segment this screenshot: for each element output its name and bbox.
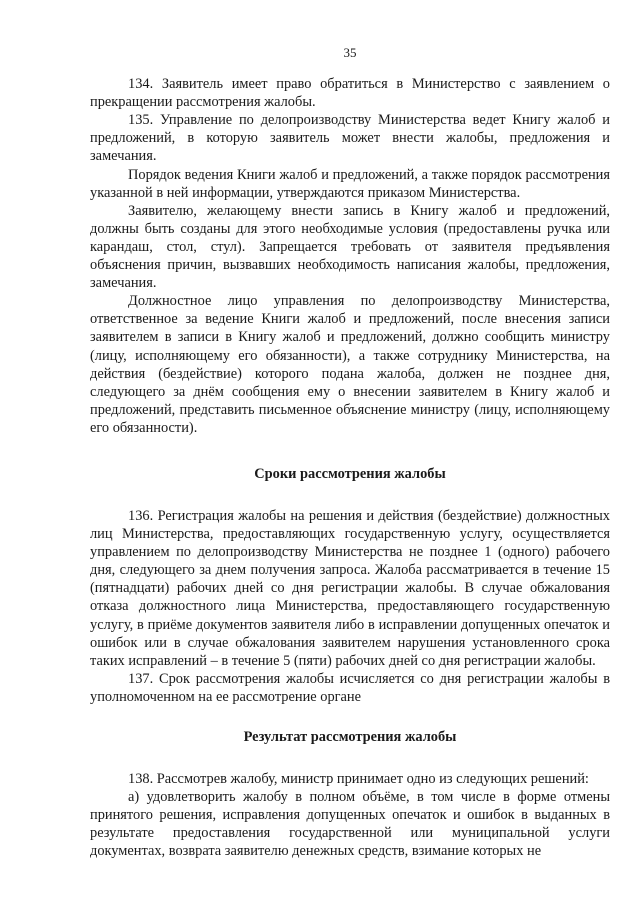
paragraph-138: 138. Рассмотрев жалобу, министр принимает одно из следующих решений: <box>128 771 589 787</box>
paragraph-applicant-conditions: Заявителю, желающему внести запись в Книгу жалоб и предложений, должны быть созданы для этого необходимые условия (предоставлены ручка или карандаш, стол, стул). Запрещается требовать от заявителя предъявления объяснения причин, вызвавших необходимость написания жалобы, предложения, замечания. <box>90 202 610 292</box>
paragraph-138-a: а) удовлетворить жалобу в полном объёме, в том числе в форме отмены принятого решения, исправления допущенных опечаток и ошибок в выданных в результате предоставления государственной или муниципальной услуги документах, возврата заявителю денежных средств, взимание которых не <box>90 789 610 860</box>
paragraph-official-duties: Должностное лицо управления по делопроизводству Министерства, ответственное за ведение Книги жалоб и предложений, после внесения записи заявителем в записи в Книгу жалоб и предложений, должно сообщить министру (лицу, исполняющему его обязанности), а также сотруднику Министерства, на действия (бездействие) которого подана жалоба, должен не позднее дня, следующего за днём сообщения ему о внесении заявителем в Книгу жалоб и предложений, представить письменное объяснение министру (лицу, исполняющему его обязанности). <box>90 293 610 436</box>
page-number: 35 <box>343 45 357 60</box>
section-heading-terms: Сроки рассмотрения жалобы <box>254 465 446 482</box>
paragraph-137: 137. Срок рассмотрения жалобы исчисляется со дня регистрации жалобы в уполномоченном на ее рассмотрение органе <box>90 670 610 705</box>
paragraph-136: 136. Регистрация жалобы на решения и действия (бездействие) должностных лиц Министерства, предоставляющих государственную услугу, осуществляется управлением по делопроизводству Министерства не позднее 1 (одного) рабочего дня, следующего за днем получения запроса. Жалоба рассматривается в течение 15 (пятнадцати) рабочих дней со дня регистрации жалобы. В случае обжалования отказа должностного лица Министерства, предоставляющего государственную услугу, в приёме документов заявителя либо в исправлении допущенных опечаток и ошибок или в случае обжалования заявителем нарушения установленного срока таких исправлений – в течение 5 (пяти) рабочих дней со дня регистрации жалобы. <box>90 507 610 669</box>
paragraph-135: 135. Управление по делопроизводству Министерства ведет Книгу жалоб и предложений, в которую заявитель может внести жалобы, предложения и замечания. <box>90 112 610 165</box>
section-heading-result: Результат рассмотрения жалобы <box>243 729 457 745</box>
paragraph-book-order: Порядок ведения Книги жалоб и предложений, а также порядок рассмотрения указанной в ней информации, утверждаются приказом Министерства. <box>90 166 610 201</box>
paragraph-134: 134. Заявитель имеет право обратиться в Министерство с заявлением о прекращении рассмотрения жалобы. <box>90 76 610 111</box>
